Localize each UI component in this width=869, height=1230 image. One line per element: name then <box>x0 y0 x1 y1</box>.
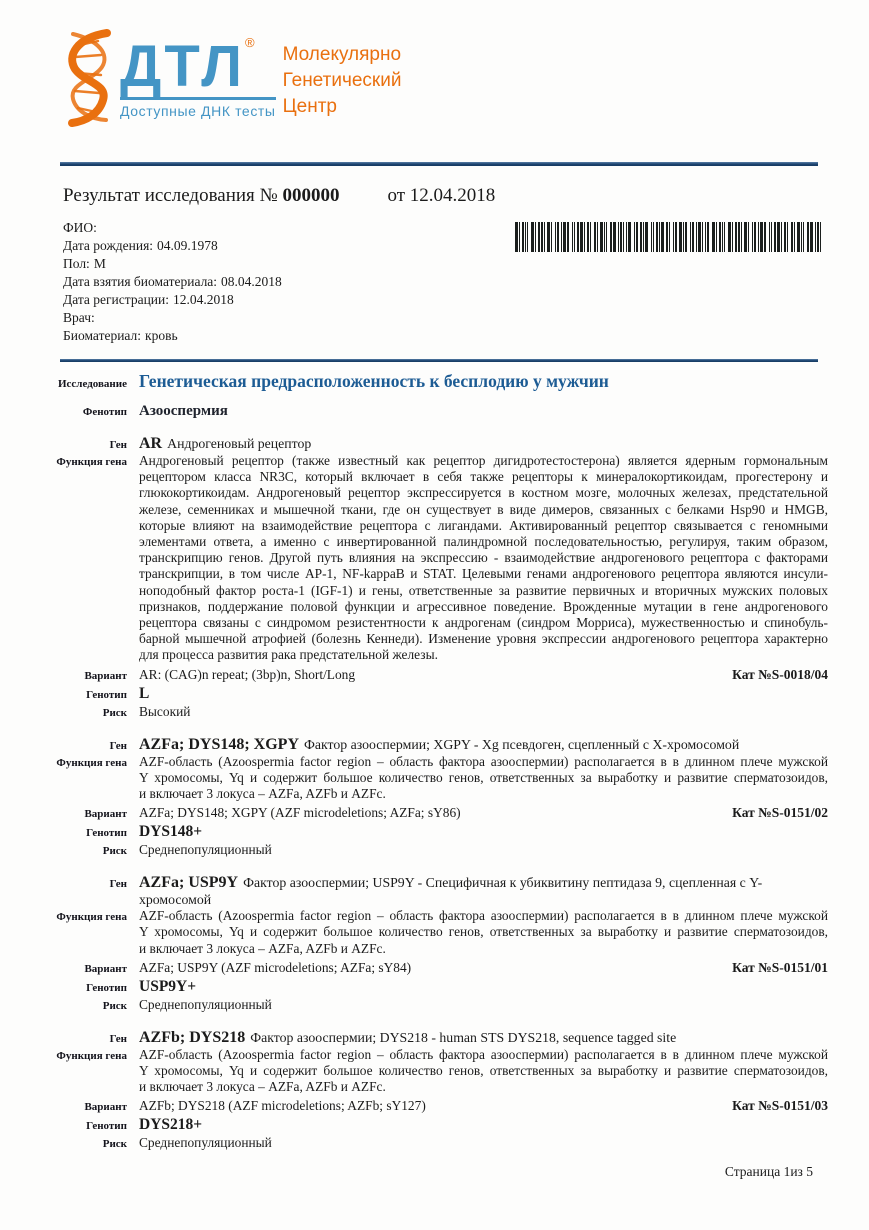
field-label: Пол: <box>63 256 90 271</box>
barcode-bar <box>702 222 703 252</box>
title-prefix: Результат исследования <box>63 185 255 206</box>
barcode-bar <box>561 222 562 252</box>
barcode-bar <box>797 222 800 252</box>
gene-sections <box>55 435 828 1152</box>
gene-function-label: Функция гена <box>56 911 127 924</box>
document-title <box>63 185 495 207</box>
risk-label: Риск <box>102 845 127 858</box>
variant-row <box>55 959 828 977</box>
gene-function-line: и включает 3 локуса – AZFa, AZFb и AZFc. <box>139 786 386 802</box>
report-number: 000000 <box>282 185 340 206</box>
gene-function-line: элементами ответа, а именно с инвертированной палиндромной последовательностью, регулируя, таким образом, <box>139 534 828 550</box>
barcode-bar <box>519 222 520 252</box>
catalog-number: Кат №S-0151/02 <box>732 805 828 821</box>
barcode-bar <box>572 222 573 252</box>
number-sign: № <box>259 185 278 206</box>
barcode-bar <box>645 222 648 252</box>
gene-description: Фактор азооспермии; XGPY - Xg псевдоген, сцепленный с X-хромосомой <box>304 736 740 752</box>
genotype-label: Генотип <box>86 688 127 701</box>
barcode-bar <box>643 222 644 252</box>
research-row <box>55 371 828 392</box>
gene-function-line: барной мышечной атрофией (болезнь Кеннеди). Изменение уровня экспрессии андрогенового рецептора характерно <box>139 631 828 647</box>
barcode-bar <box>606 222 607 252</box>
divider-top <box>60 162 818 166</box>
center-name <box>283 42 402 120</box>
field-value: 12.04.2018 <box>173 292 234 307</box>
report-body <box>55 371 828 1152</box>
barcode-bar <box>594 222 596 252</box>
risk-label: Риск <box>102 706 127 719</box>
patient-field <box>63 291 282 309</box>
field-label: ФИО: <box>63 220 97 235</box>
gene-section <box>55 435 828 721</box>
variant-text: AZFa; DYS148; XGPY (AZF microdeletions; AZFa; sY86) <box>139 805 461 821</box>
gene-title <box>139 435 828 452</box>
gene-row <box>55 435 828 453</box>
field-label: Биоматериал: <box>63 328 142 343</box>
barcode-bar <box>547 222 550 252</box>
barcode-bar <box>692 222 694 252</box>
barcode-bar <box>820 222 821 252</box>
barcode-bar <box>673 222 674 252</box>
patient-field <box>63 309 282 327</box>
barcode-bar <box>557 222 559 252</box>
variant-value <box>139 1097 828 1114</box>
gene-function-line: ноподобный фактор роста-1 (IGF-1) и гены, ответственные за развитие первичных и вторичных мужских половых <box>139 582 828 598</box>
barcode-bar <box>807 222 809 252</box>
barcode-bar <box>587 222 589 252</box>
gene-function-line: и включает 3 локуса – AZFa, AZFb и AZFc. <box>139 1079 386 1095</box>
gene-function-line: транскрипции, в том числе AP-1, NF-kappaB и STAT. Целевыми генами андрогенового рецептора являются инсули- <box>139 566 828 582</box>
risk-row <box>55 841 828 859</box>
gene-section <box>55 736 828 860</box>
barcode-bar <box>738 222 740 252</box>
barcode-bar <box>623 222 624 252</box>
patient-field <box>63 255 282 273</box>
divider-section <box>60 359 818 362</box>
variant-label: Вариант <box>84 808 127 821</box>
catalog-number: Кат №S-0018/04 <box>732 666 828 682</box>
gene-description: Фактор азооспермии; USP9Y - Специфичная к убиквитину пептидаза 9, сцепленная с Y-хромосомой <box>139 875 763 908</box>
variant-label: Вариант <box>84 962 127 975</box>
brand-text: ДТЛ <box>120 34 245 99</box>
barcode-bar <box>651 222 652 252</box>
barcode-bar <box>741 222 742 252</box>
barcode-bar <box>744 222 747 252</box>
barcode-bar <box>801 222 802 252</box>
barcode-bar <box>719 222 721 252</box>
barcode-bar <box>764 222 766 252</box>
gene-function-label: Функция гена <box>56 756 127 769</box>
field-label: Врач: <box>63 310 95 325</box>
gene-function-line: признаков, поддержание половой функции и агрессивное поведение. Врожденные мутации в гене андрогенового <box>139 598 828 614</box>
gene-title <box>139 1029 828 1046</box>
variant-value <box>139 804 828 821</box>
barcode-bar <box>636 222 638 252</box>
gene-function-line: железе, семенниках и мышечной ткани, где он существует в виде димеров, связанных с белками Hsp90 и HMGB, <box>139 501 828 517</box>
gene-name: AR <box>139 435 163 452</box>
barcode-bar <box>544 222 545 252</box>
genotype-row <box>55 1115 828 1134</box>
genotype-label: Генотип <box>86 1120 127 1133</box>
genotype-row <box>55 977 828 996</box>
gene-function-line: транскрипцию генов. Другой путь влияния на экспрессию - взаимодействие андрогенового рецептора с факторами <box>139 550 828 566</box>
risk-value: Высокий <box>139 703 191 719</box>
patient-info <box>63 219 282 345</box>
barcode-bar <box>683 222 684 252</box>
barcode-bar <box>659 222 660 252</box>
gene-section <box>55 874 828 1014</box>
barcode-bar <box>771 222 772 252</box>
barcode-bar <box>661 222 664 252</box>
barcode-bar <box>640 222 642 252</box>
risk-label: Риск <box>102 999 127 1012</box>
barcode-bar <box>774 222 776 252</box>
gene-function-line: рецептора связаны с синдромом резистентности к андрогенам (синдром Морриса), мужественностью и спинобуль- <box>139 615 828 631</box>
field-value: кровь <box>145 328 178 343</box>
barcode-bar <box>760 222 763 252</box>
barcode-bar <box>604 222 605 252</box>
barcode-bar <box>538 222 540 252</box>
barcode-bar <box>732 222 733 252</box>
barcode-bar <box>626 222 627 252</box>
gene-function-line: рецептором класса NR3C, который включает в себя также рецепторы к минералокортикоидам, прогестерону и <box>139 469 828 485</box>
barcode-bar <box>653 222 654 252</box>
logo <box>60 28 401 128</box>
field-label: Дата взятия биоматериала: <box>63 274 218 289</box>
report-date: 12.04.2018 <box>409 185 496 206</box>
barcode-bar <box>705 222 706 252</box>
barcode-bar <box>666 222 668 252</box>
genotype-label: Генотип <box>86 827 127 840</box>
catalog-number: Кат №S-0151/01 <box>732 959 828 975</box>
gene-row <box>55 736 828 754</box>
gene-name: AZFb; DYS218 <box>139 1028 246 1046</box>
gene-name: AZFa; DYS148; XGPY <box>139 735 299 753</box>
barcode-bar <box>769 222 770 252</box>
barcode-bar <box>758 222 759 252</box>
barcode-bar <box>577 222 579 252</box>
variant-value <box>139 959 828 976</box>
barcode-bar <box>722 222 723 252</box>
patient-field <box>63 219 282 237</box>
gene-row <box>55 874 828 908</box>
gene-description: Фактор азооспермии; DYS218 - human STS DYS218, sequence tagged site <box>250 1029 677 1045</box>
variant-row <box>55 804 828 822</box>
gene-function-row <box>55 1047 828 1096</box>
gene-row <box>55 1029 828 1047</box>
barcode-bar <box>777 222 780 252</box>
variant-label: Вариант <box>84 1101 127 1114</box>
gene-function-line: Y хромосомы, Yq и содержит большое количество генов, ответственных за выработку и развитие сперматозоидов, <box>139 1063 828 1079</box>
gene-title <box>139 874 828 908</box>
gene-function-line: AZF-область (Azoospermia factor region – область фактора азооспермии) располагается в в длинном плече мужской <box>139 753 828 769</box>
barcode-bar <box>735 222 737 252</box>
barcode-bar <box>613 222 616 252</box>
gene-function-label: Функция гена <box>56 456 127 468</box>
risk-row <box>55 1134 828 1152</box>
gene-function-text <box>139 908 828 957</box>
barcode-bar <box>712 222 715 252</box>
gene-description: Андрогеновый рецептор <box>167 436 312 451</box>
barcode-bar <box>584 222 585 252</box>
patient-field <box>63 273 282 291</box>
gene-function-line: AZF-область (Azoospermia factor region – область фактора азооспермии) располагается в в длинном плече мужской <box>139 908 828 924</box>
barcode-bar <box>580 222 583 252</box>
field-value: 04.09.1978 <box>157 238 218 253</box>
barcode-bar <box>656 222 658 252</box>
center-name-line: Центр <box>282 96 337 117</box>
gene-function-text <box>139 453 828 664</box>
center-name-line: Генетический <box>282 70 402 91</box>
barcode-bar <box>535 222 536 252</box>
barcode-bar <box>716 222 717 252</box>
barcode-bar <box>752 222 753 252</box>
barcode <box>515 222 828 252</box>
barcode-bar <box>817 222 819 252</box>
barcode-bar <box>567 222 569 252</box>
barcode-bar <box>634 222 635 252</box>
genotype-label: Генотип <box>86 981 127 994</box>
field-value: 08.04.2018 <box>221 274 282 289</box>
dna-helix-icon <box>60 28 118 128</box>
gene-function-row <box>55 754 828 803</box>
barcode-bar <box>815 222 816 252</box>
gene-function-line: для процесса развития рака предстательной железы. <box>139 647 438 663</box>
variant-text: AZFa; USP9Y (AZF microdeletions; AZFa; sY84) <box>139 959 412 975</box>
barcode-bar <box>555 222 556 252</box>
barcode-bar <box>675 222 677 252</box>
risk-value: Среднепопуляционный <box>139 1135 272 1151</box>
genotype-value: L <box>139 684 150 702</box>
barcode-bar <box>679 222 682 252</box>
barcode-bar <box>590 222 591 252</box>
barcode-bar <box>600 222 603 252</box>
barcode-bar <box>787 222 788 252</box>
risk-row <box>55 996 828 1014</box>
variant-text: AZFb; DYS218 (AZF microdeletions; AZFb; sY127) <box>139 1098 426 1114</box>
barcode-bar <box>522 222 524 252</box>
barcode-bar <box>724 222 725 252</box>
variant-text: AR: (CAG)n repeat; (3bp)n, Short/Long <box>139 666 356 682</box>
barcode-bar <box>685 222 687 252</box>
risk-value: Среднепопуляционный <box>139 996 272 1012</box>
barcode-bar <box>597 222 598 252</box>
center-name-line: Молекулярно <box>282 44 402 65</box>
gene-label: Ген <box>109 1032 127 1045</box>
barcode-bar <box>748 222 749 252</box>
gene-function-line: глюкокортикоидам. Андрогеновый рецептор экспрессируется в костном мозге, молочных железах, предстательной <box>139 485 828 501</box>
barcode-bar <box>531 222 534 252</box>
field-label: Дата регистрации: <box>63 292 170 307</box>
genotype-row <box>55 684 828 703</box>
page-number: Страница 1из 5 <box>724 1164 813 1179</box>
research-label: Исследование <box>57 378 127 390</box>
barcode-bar <box>527 222 528 252</box>
gene-title <box>139 736 828 753</box>
phenotype-label: Фенотип <box>82 406 127 418</box>
field-value: М <box>93 256 106 271</box>
gene-function-line: Y хромосомы, Yq и содержит большое количество генов, ответственных за выработку и развитие сперматозоидов, <box>139 769 828 785</box>
barcode-bar <box>628 222 631 252</box>
gene-function-line: Y хромосомы, Yq и содержит большое количество генов, ответственных за выработку и развитие сперматозоидов, <box>139 924 828 940</box>
patient-field <box>63 237 282 255</box>
barcode-bar <box>754 222 756 252</box>
variant-row <box>55 1097 828 1115</box>
barcode-bar <box>618 222 619 252</box>
barcode-bar <box>698 222 701 252</box>
barcode-bar <box>781 222 782 252</box>
gene-function-row <box>55 453 828 664</box>
gene-function-text <box>139 754 828 803</box>
gene-function-label: Функция гена <box>56 1049 127 1062</box>
barcode-bar <box>669 222 670 252</box>
gene-function-text <box>139 1047 828 1096</box>
catalog-number: Кат №S-0151/03 <box>732 1098 828 1114</box>
barcode-bar <box>620 222 622 252</box>
patient-field <box>63 327 282 345</box>
variant-row <box>55 666 828 684</box>
barcode-bar <box>784 222 786 252</box>
risk-value: Среднепопуляционный <box>139 842 272 858</box>
genotype-value: DYS148+ <box>139 823 203 841</box>
gene-label: Ген <box>109 878 127 891</box>
registered-mark: ® <box>245 35 255 50</box>
barcode-bar <box>696 222 697 252</box>
gene-function-row <box>55 908 828 957</box>
barcode-bar <box>525 222 526 252</box>
gene-function-line: и включает 3 локуса – AZFa, AZFb и AZFc. <box>139 940 386 956</box>
barcode-bar <box>690 222 691 252</box>
variant-label: Вариант <box>84 669 127 682</box>
gene-function-line: Андрогеновый рецептор (также известный как рецептор дигидротестостерона) является ядерным гормональным <box>139 453 828 468</box>
barcode-bar <box>791 222 793 252</box>
barcode-bar <box>515 222 518 252</box>
risk-label: Риск <box>102 1138 127 1151</box>
barcode-bar <box>541 222 543 252</box>
gene-label: Ген <box>109 739 127 752</box>
field-label: Дата рождения: <box>63 238 154 253</box>
phenotype-value: Азооспермия <box>139 403 228 419</box>
phenotype-row <box>55 403 828 420</box>
barcode-bar <box>728 222 731 252</box>
barcode-bar <box>707 222 709 252</box>
barcode-bar <box>810 222 813 252</box>
gene-name: AZFa; USP9Y <box>139 874 239 892</box>
barcode-bar <box>610 222 612 252</box>
research-title: Генетическая предрасположенность к бесплодию у мужчин <box>139 371 609 391</box>
variant-value <box>139 666 828 683</box>
genotype-value: USP9Y+ <box>139 977 197 995</box>
barcode-bar <box>794 222 795 252</box>
gene-section <box>55 1029 828 1153</box>
barcode-bar <box>563 222 566 252</box>
barcode-bar <box>574 222 575 252</box>
genotype-value: DYS218+ <box>139 1116 203 1134</box>
brand-tagline: Доступные ДНК тесты <box>120 103 276 120</box>
genotype-row <box>55 822 828 841</box>
risk-row <box>55 703 828 721</box>
gene-function-line: AZF-область (Azoospermia factor region – область фактора азооспермии) располагается в в длинном плече мужской <box>139 1046 828 1062</box>
date-prefix: от <box>387 185 406 206</box>
barcode-bar <box>803 222 804 252</box>
gene-label: Ген <box>109 439 127 451</box>
barcode-bar <box>551 222 552 252</box>
gene-function-line: которые влияют на взаимодействие рецептора с лигандами. Активированный рецептор связывается с геномными <box>139 517 828 533</box>
